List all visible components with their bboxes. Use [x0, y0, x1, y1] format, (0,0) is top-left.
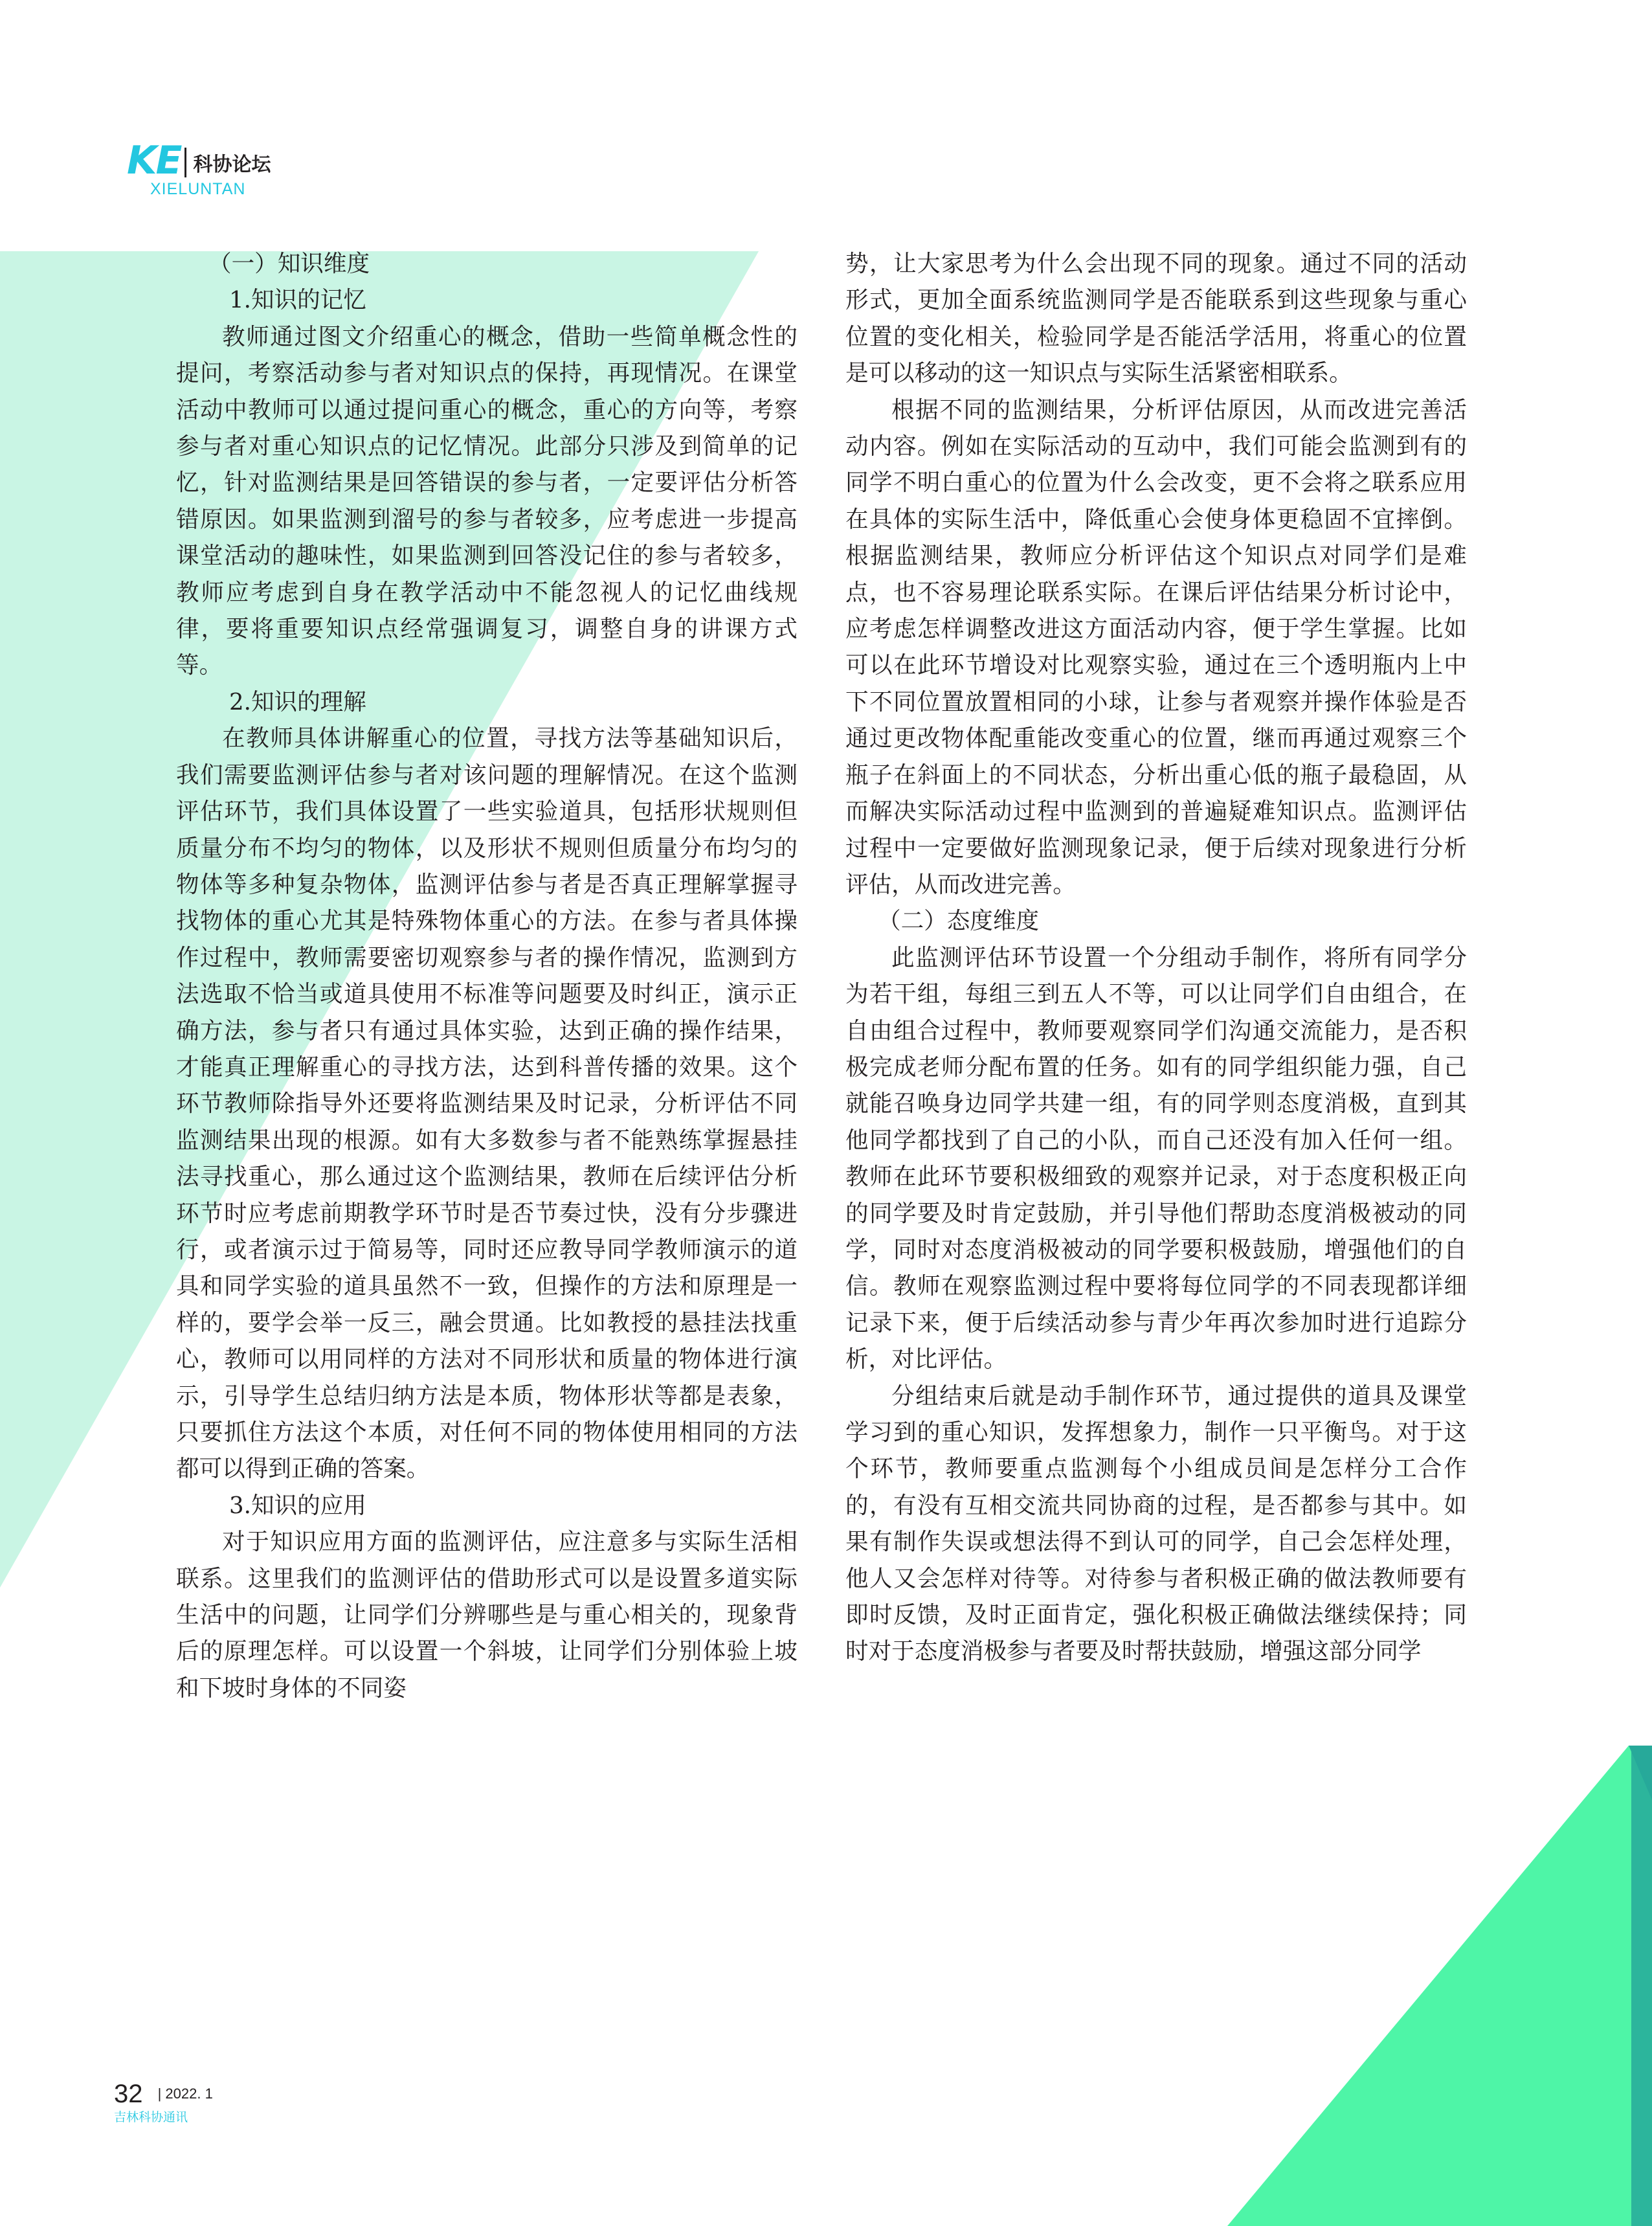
issue-date: | 2022. 1 — [157, 2085, 213, 2102]
subheading-application: 3.知识的应用 — [229, 1492, 366, 1519]
section-title: 科协论坛 — [193, 153, 271, 176]
paragraph-continued: 势，让大家思考为什么会出现不同的现象。通过不同的活动形式，更加全面系统监测同学是否能联系到这些现象与重心位置的变化相关，检验同学是否能活学活用，将重心的位置是可以移动的这一知识点与实际生活紧密相联系。 — [845, 251, 1467, 387]
paragraph: 对于知识应用方面的监测评估，应注意多与实际生活相联系。这里我们的监测评估的借助形式可以是设置多道实际生活中的问题，让同学们分辨哪些是与重心相关的，现象背后的原理怎样。可以设置一个斜坡，让同学们分别体验上坡和下坡时身体的不同姿 — [176, 1529, 798, 1702]
paragraph: 分组结束后就是动手制作环节，通过提供的道具及课堂学习到的重心知识，发挥想象力，制作一只平衡鸟。对于这个环节，教师要重点监测每个小组成员间是怎样分工合作的，有没有互相交流共同协商的过程，是否都参与其中。如果有制作失误或想法得不到认可的同学，自己会怎样处理，他人又会怎样对待等。对待参与者积极正确的做法教师要有即时反馈，及时正面肯定，强化积极正确做法继续保持；同时对于态度消极参与者要及时帮扶鼓励，增强这部分同学 — [845, 1382, 1467, 1665]
journal-name: 吉林科协通讯 — [114, 2110, 188, 2124]
logo — [127, 138, 271, 183]
heading-knowledge-dimension: （一）知识维度 — [208, 251, 370, 277]
heading-attitude-dimension: （二）态度维度 — [878, 908, 1040, 935]
right-teal-edge — [1631, 1751, 1652, 2226]
subheading-memory: 1.知识的记忆 — [229, 287, 366, 314]
section-header — [127, 138, 271, 199]
paragraph: 此监测评估环节设置一个分组动手制作，将所有同学分为若干组，每组三到五人不等，可以让同学们自由组合，在自由组合过程中，教师要观察同学们沟通交流能力，是否积极完成老师分配布置的任务。如有的同学组织能力强，自己就能召唤身边同学共建一组，有的同学则态度消极，直到其他同学都找到了自己的小队，而自己还没有加入任何一组。教师在此环节要积极细致的观察并记录，对于态度积极正向的同学要及时肯定鼓励，并引导他们帮助态度消极被动的同学，同时对态度消极被动的同学要积极鼓励，增强他们的自信。教师在观察监测过程中要将每位同学的不同表现都详细记录下来，便于后续活动参与青少年再次参加时进行追踪分析，对比评估。 — [845, 944, 1467, 1373]
paragraph: 根据不同的监测结果，分析评估原因，从而改进完善活动内容。例如在实际活动的互动中，我们可能会监测到有的同学不明白重心的位置为什么会改变，更不会将之联系应用在具体的实际生活中，降低重心会使身体更稳固不宜摔倒。根据监测结果，教师应分析评估这个知识点对同学们是难点，也不容易理论联系实际。在课后评估结果分析讨论中，应考虑怎样调整改进这方面活动内容，便于学生掌握。比如可以在此环节增设对比观察实验，通过在三个透明瓶内上中下不同位置放置相同的小球，让参与者观察并操作体验是否通过更改物体配重能改变重心的位置，继而再通过观察三个瓶子在斜面上的不同状态，分析出重心低的瓶子最稳固，从而解决实际活动过程中监测到的普遍疑难知识点。监测评估过程中一定要做好监测现象记录，便于后续对现象进行分析评估，从而改进完善。 — [845, 396, 1467, 898]
paragraph: 在教师具体讲解重心的位置，寻找方法等基础知识后，我们需要监测评估参与者对该问题的理解情况。在这个监测评估环节，我们具体设置了一些实验道具，包括形状规则但质量分布不均匀的物体，以及形状不规则但质量分布均匀的物体等多种复杂物体，监测评估参与者是否真正理解掌握寻找物体的重心尤其是特殊物体重心的方法。在参与者具体操作过程中，教师需要密切观察参与者的操作情况，监测到方法选取不恰当或道具使用不标准等问题要及时纠正，演示正确方法，参与者只有通过具体实验，达到正确的操作结果，才能真正理解重心的寻找方法，达到科普传播的效果。这个环节教师除指导外还要将监测结果及时记录，分析评估不同监测结果出现的根源。如有大多数参与者不能熟练掌握悬挂法寻找重心，那么通过这个监测结果，教师在后续评估分析环节时应考虑前期教学环节时是否节奏过快，没有分步骤进行，或者演示过于简易等，同时还应教导同学教师演示的道具和同学实验的道具虽然不一致，但操作的方法和原理是一样的，要学会举一反三，融会贯通。比如教授的悬挂法找重心，教师可以用同样的方法对不同形状和质量的物体进行演示，引导学生总结归纳方法是本质，物体形状等都是表象，只要抓住方法这个本质，对任何不同的物体使用相同的方法都可以得到正确的答案。 — [176, 725, 798, 1483]
logo-divider — [184, 148, 186, 177]
logo-mark: KE — [127, 138, 181, 183]
bottom-right-green-triangle — [1227, 1746, 1652, 2226]
page-footer — [114, 2080, 213, 2125]
right-column — [845, 246, 1467, 1670]
section-subtitle: XIELUNTAN — [150, 180, 246, 198]
page-number: 32 — [114, 2080, 143, 2108]
paragraph: 教师通过图文介绍重心的概念，借助一些简单概念性的提问，考察活动参与者对知识点的保持，再现情况。在课堂活动中教师可以通过提问重心的概念，重心的方向等，考察参与者对重心知识点的记忆情况。此部分只涉及到简单的记忆，针对监测结果是回答错误的参与者，一定要评估分析答错原因。如果监测到溜号的参与者较多，应考虑进一步提高课堂活动的趣味性，如果监测到回答没记住的参与者较多，教师应考虑到自身在教学活动中不能忽视人的记忆曲线规律，要将重要知识点经常强调复习，调整自身的讲课方式等。 — [176, 323, 798, 679]
left-column — [176, 246, 798, 1707]
subheading-understanding: 2.知识的理解 — [229, 688, 366, 715]
